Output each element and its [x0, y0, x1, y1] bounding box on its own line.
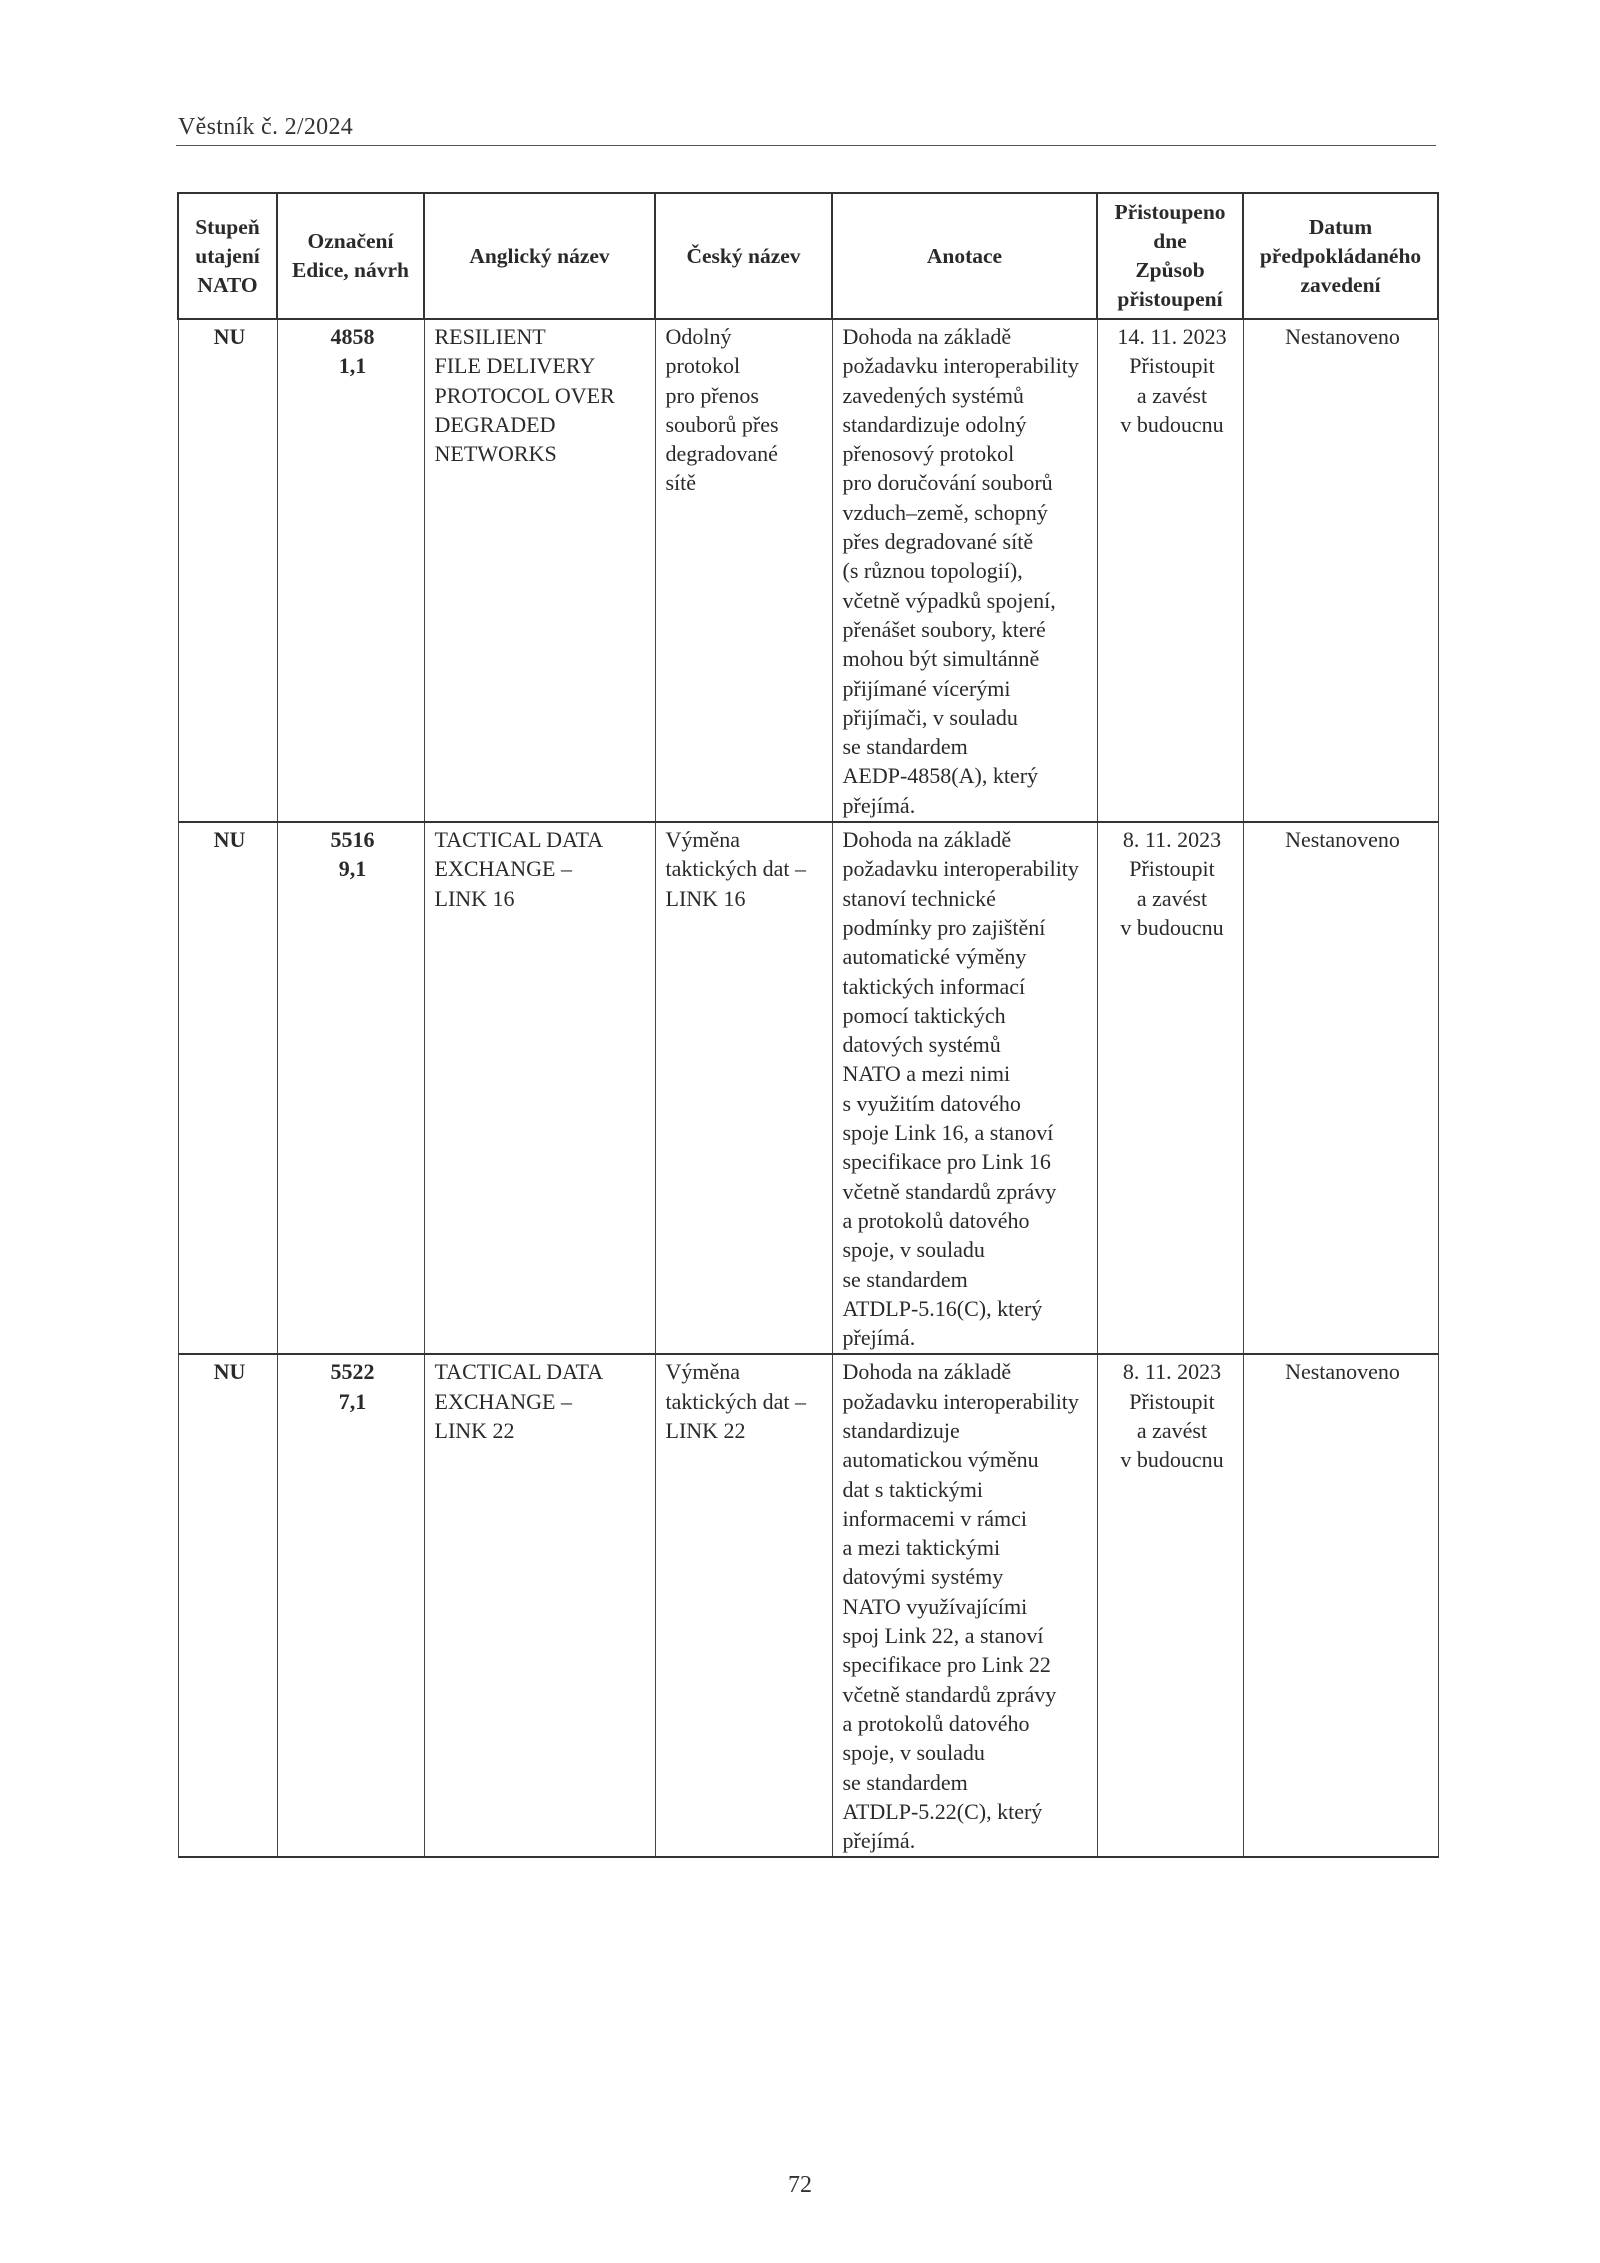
accession-cell: 14. 11. 2023 Přistoupit a zavést v budoucnu	[1097, 319, 1243, 822]
english-title-cell: RESILIENT FILE DELIVERY PROTOCOL OVER DEGRADED NETWORKS	[424, 319, 655, 822]
accession-cell: 8. 11. 2023 Přistoupit a zavést v budoucnu	[1097, 1354, 1243, 1857]
accession-cell: 8. 11. 2023 Přistoupit a zavést v budoucnu	[1097, 822, 1243, 1354]
annotation-cell: Dohoda na základě požadavku interoperability zavedených systémů standardizuje odolný přenosový protokol pro doručování souborů vzduch–země, schopný přes degradované sítě (s různou topologií), včetně výpadků spojení, přenášet soubory, které mohou být simultánně přijímané vícerými přijímači, v souladu se standardem AEDP-4858(A), který přejímá.	[832, 319, 1097, 822]
column-header-annotation: Anotace	[832, 193, 1097, 319]
planned-date-cell: Nestanoveno	[1243, 1354, 1438, 1857]
column-header-planned-date: Datum předpokládaného zavedení	[1243, 193, 1438, 319]
czech-title-cell: Výměna taktických dat – LINK 22	[655, 1354, 832, 1857]
table-row	[178, 1354, 1438, 1857]
planned-date-cell: Nestanoveno	[1243, 822, 1438, 1354]
table-row	[178, 319, 1438, 822]
standards-table	[177, 192, 1439, 1858]
czech-title-cell: Odolný protokol pro přenos souborů přes degradované sítě	[655, 319, 832, 822]
annotation-cell: Dohoda na základě požadavku interoperability standardizuje automatickou výměnu dat s taktickými informacemi v rámci a mezi taktickými datovými systémy NATO využívajícími spoj Link 22, a stanoví specifikace pro Link 22 včetně standardů zprávy a protokolů datového spoje, v souladu se standardem ATDLP-5.22(C), který přejímá.	[832, 1354, 1097, 1857]
english-title-cell: TACTICAL DATA EXCHANGE – LINK 22	[424, 1354, 655, 1857]
table-row	[178, 822, 1438, 1354]
bulletin-title: Věstník č. 2/2024	[178, 114, 354, 140]
table-body	[178, 319, 1438, 1857]
designation-cell: 5516 9,1	[277, 822, 424, 1354]
czech-title-cell: Výměna taktických dat – LINK 16	[655, 822, 832, 1354]
column-header-classification: Stupeň utajení NATO	[178, 193, 277, 319]
classification-cell: NU	[178, 319, 277, 822]
column-header-designation: Označení Edice, návrh	[277, 193, 424, 319]
classification-cell: NU	[178, 1354, 277, 1857]
designation-cell: 4858 1,1	[277, 319, 424, 822]
annotation-cell: Dohoda na základě požadavku interoperability stanoví technické podmínky pro zajištění automatické výměny taktických informací pomocí taktických datových systémů NATO a mezi nimi s využitím datového spoje Link 16, a stanoví specifikace pro Link 16 včetně standardů zprávy a protokolů datového spoje, v souladu se standardem ATDLP-5.16(C), který přejímá.	[832, 822, 1097, 1354]
column-header-english-title: Anglický název	[424, 193, 655, 319]
page-number: 72	[788, 2172, 812, 2198]
column-header-czech-title: Český název	[655, 193, 832, 319]
designation-cell: 5522 7,1	[277, 1354, 424, 1857]
column-header-accession: Přistoupeno dne Způsob přistoupení	[1097, 193, 1243, 319]
planned-date-cell: Nestanoveno	[1243, 319, 1438, 822]
table-header-row	[178, 193, 1438, 319]
header-divider	[176, 145, 1436, 146]
english-title-cell: TACTICAL DATA EXCHANGE – LINK 16	[424, 822, 655, 1354]
classification-cell: NU	[178, 822, 277, 1354]
